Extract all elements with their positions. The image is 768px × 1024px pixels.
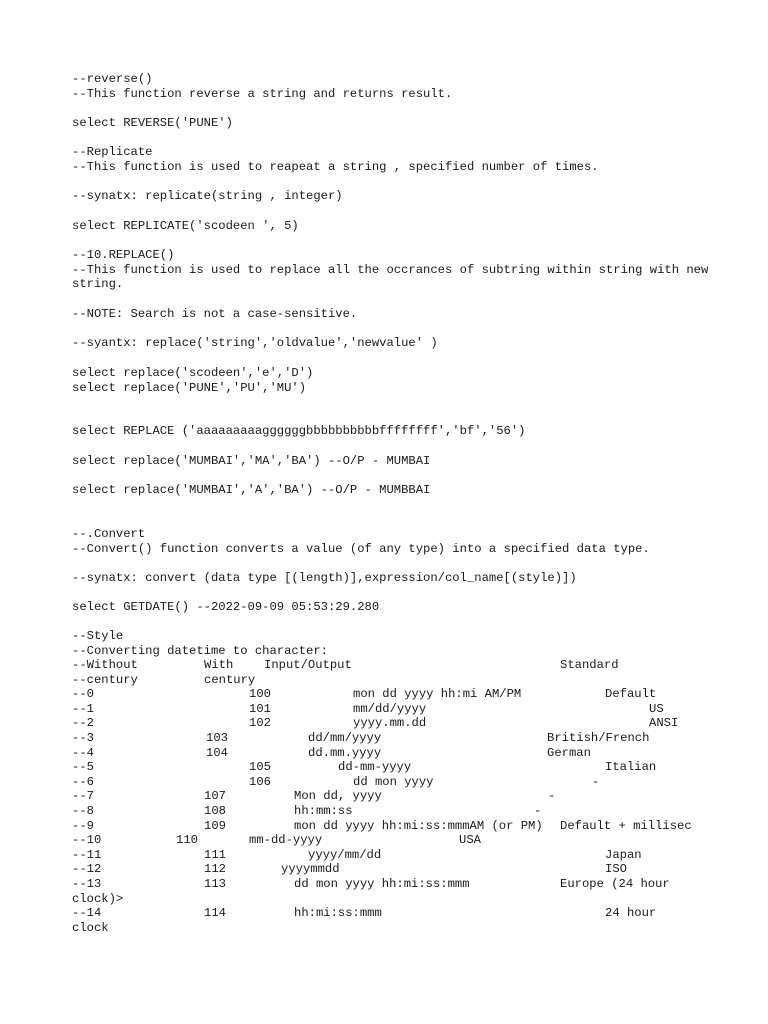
table-row [72,819,712,834]
replace-examples [72,366,712,395]
style-header: --Style [72,629,124,643]
style-without: --0 [72,687,94,702]
replace-example-5: select replace('MUMBAI','A','BA') --O/P - MUMBBAI [72,483,431,497]
replicate-example-line: select REPLICATE('scodeen ', 5) [72,219,299,233]
table-row-continuation [72,892,712,907]
replace-example-4: select replace('MUMBAI','MA','BA') --O/P - MUMBAI [72,454,431,468]
reverse-header: --reverse() [72,72,153,86]
replace-note-line: --NOTE: Search is not a case-sensitive. [72,307,358,321]
style-without: --7 [72,789,94,804]
replace-section [72,248,716,292]
col-with-subheader: century [204,672,256,687]
style-without: --5 [72,760,94,775]
style-standard-wrap: clock [72,920,109,935]
style-without: --6 [72,774,94,789]
style-section [72,629,712,658]
style-io: dd mon yyyy [353,774,434,789]
replace-note [72,307,712,322]
style-io: mm-dd-yyyy [249,833,323,848]
style-with: 102 [249,716,271,731]
reverse-section [72,72,712,101]
convert-description: --Convert() function converts a value (of any type) into a specified data type. [72,541,650,556]
replace-example-3: select REPLACE ('aaaaaaaaaggggggbbbbbbbbbbffffffff','bf','56') [72,424,526,438]
convert-header: --.Convert [72,527,146,541]
style-io: mm/dd/yyyy [353,701,427,716]
replace-example-1: select replace('scodeen','e','D') [72,366,314,380]
table-row [72,775,712,790]
style-standard: ANSI [649,716,679,731]
reverse-example-line: select REVERSE('PUNE') [72,116,233,130]
style-with: 103 [206,730,228,745]
style-with: 109 [204,818,226,833]
style-without: --8 [72,803,94,818]
replace-syntax-line: --syantx: replace('string','oldvalue','newvalue' ) [72,336,438,350]
replace-example-2: select replace('PUNE','PU','MU') [72,380,307,395]
style-with: 112 [204,862,226,877]
reverse-description: --This function reverse a string and returns result. [72,86,453,101]
replace-description: --This function is used to replace all the occrances of subtring within string with new string. [72,262,716,292]
replicate-example [72,219,712,234]
convert-syntax-line: --synatx: convert (data type [(length)],expression/col_name[(style)]) [72,571,577,585]
col-io-header: Input/Output [264,658,352,672]
style-without: --2 [72,716,94,731]
style-with: 104 [206,745,228,760]
style-without: --13 [72,876,102,891]
col-without-subheader: --century [72,672,138,687]
replicate-syntax-line: --synatx: replicate(string , integer) [72,189,343,203]
style-io: dd/mm/yyyy [308,730,382,745]
style-with: 101 [249,701,271,716]
reverse-example [72,116,712,131]
convert-section [72,527,712,556]
style-without: --11 [72,847,102,862]
style-without: --10 [72,833,102,848]
style-standard: Default [605,687,657,702]
style-standard: ISO [605,862,627,877]
style-description: --Converting datetime to character: [72,643,328,658]
table-row [72,702,712,717]
style-io: yyyymmdd [281,862,340,877]
style-standard: German [547,745,591,760]
style-standard: British/French [547,730,650,745]
style-with: 113 [204,876,226,891]
style-with: 111 [204,847,226,862]
style-with: 106 [249,774,271,789]
style-without: --12 [72,862,102,877]
table-row [72,731,712,746]
style-io: mon dd yyyy hh:mi AM/PM [353,687,522,702]
table-row [72,789,712,804]
table-row [72,746,712,761]
getdate-example-line: select GETDATE() --2022-09-09 05:53:29.280 [72,600,380,614]
getdate-example [72,600,712,615]
table-row [72,760,712,775]
style-io: hh:mi:ss:mmm [294,906,382,921]
table-row [72,687,712,702]
style-with: 110 [176,833,198,848]
style-with: 114 [204,906,226,921]
col-without-header: --Without [72,658,138,672]
replace-example-3-block [72,424,712,439]
table-row [72,862,712,877]
style-without: --9 [72,818,94,833]
style-with: 107 [204,789,226,804]
style-table-header [72,658,712,673]
style-io: yyyy.mm.dd [353,716,427,731]
style-standard: Europe (24 hour [560,876,670,891]
style-without: --4 [72,745,94,760]
style-with: 105 [249,760,271,775]
style-standard: 24 hour [605,906,657,921]
table-row [72,833,712,848]
table-row [72,716,712,731]
style-standard: Japan [605,847,642,862]
style-io: dd.mm.yyyy [308,745,382,760]
style-without: --1 [72,701,94,716]
style-io: Mon dd, yyyy [294,789,382,804]
col-standard-header: Standard [560,658,619,672]
table-row-continuation [72,921,712,936]
style-with: 100 [249,687,271,702]
replicate-header: --Replicate [72,145,153,159]
style-io: yyyy/mm/dd [308,847,382,862]
style-without: --3 [72,730,94,745]
style-standard: USA [459,833,481,848]
replace-header: --10.REPLACE() [72,248,175,262]
replicate-section [72,145,712,174]
replicate-syntax [72,189,712,204]
style-io: hh:mm:ss [294,803,353,818]
style-io: dd mon yyyy hh:mi:ss:mmm [294,876,470,891]
style-table [72,658,712,935]
style-standard: Default + millisec [560,818,692,833]
style-io: dd-mm-yyyy [338,760,412,775]
table-row [72,877,712,892]
style-standard: US [649,701,664,716]
style-standard: Italian [605,760,657,775]
table-row [72,906,712,921]
style-standard: - [548,789,556,804]
style-io: mon dd yyyy hh:mi:ss:mmmAM (or PM) [294,818,543,833]
replace-syntax [72,336,712,351]
style-with: 108 [204,803,226,818]
replace-example-5-block [72,483,712,498]
col-with-header: With [204,658,234,672]
style-standard-wrap: clock)> [72,891,124,906]
table-row [72,848,712,863]
replace-example-4-block [72,454,712,469]
style-standard: - [592,774,600,789]
style-standard: - [534,803,542,818]
replicate-description: --This function is used to reapeat a string , specified number of times. [72,159,599,174]
convert-syntax [72,571,712,586]
table-row [72,804,712,819]
style-table-subheader [72,673,712,688]
style-without: --14 [72,906,102,921]
